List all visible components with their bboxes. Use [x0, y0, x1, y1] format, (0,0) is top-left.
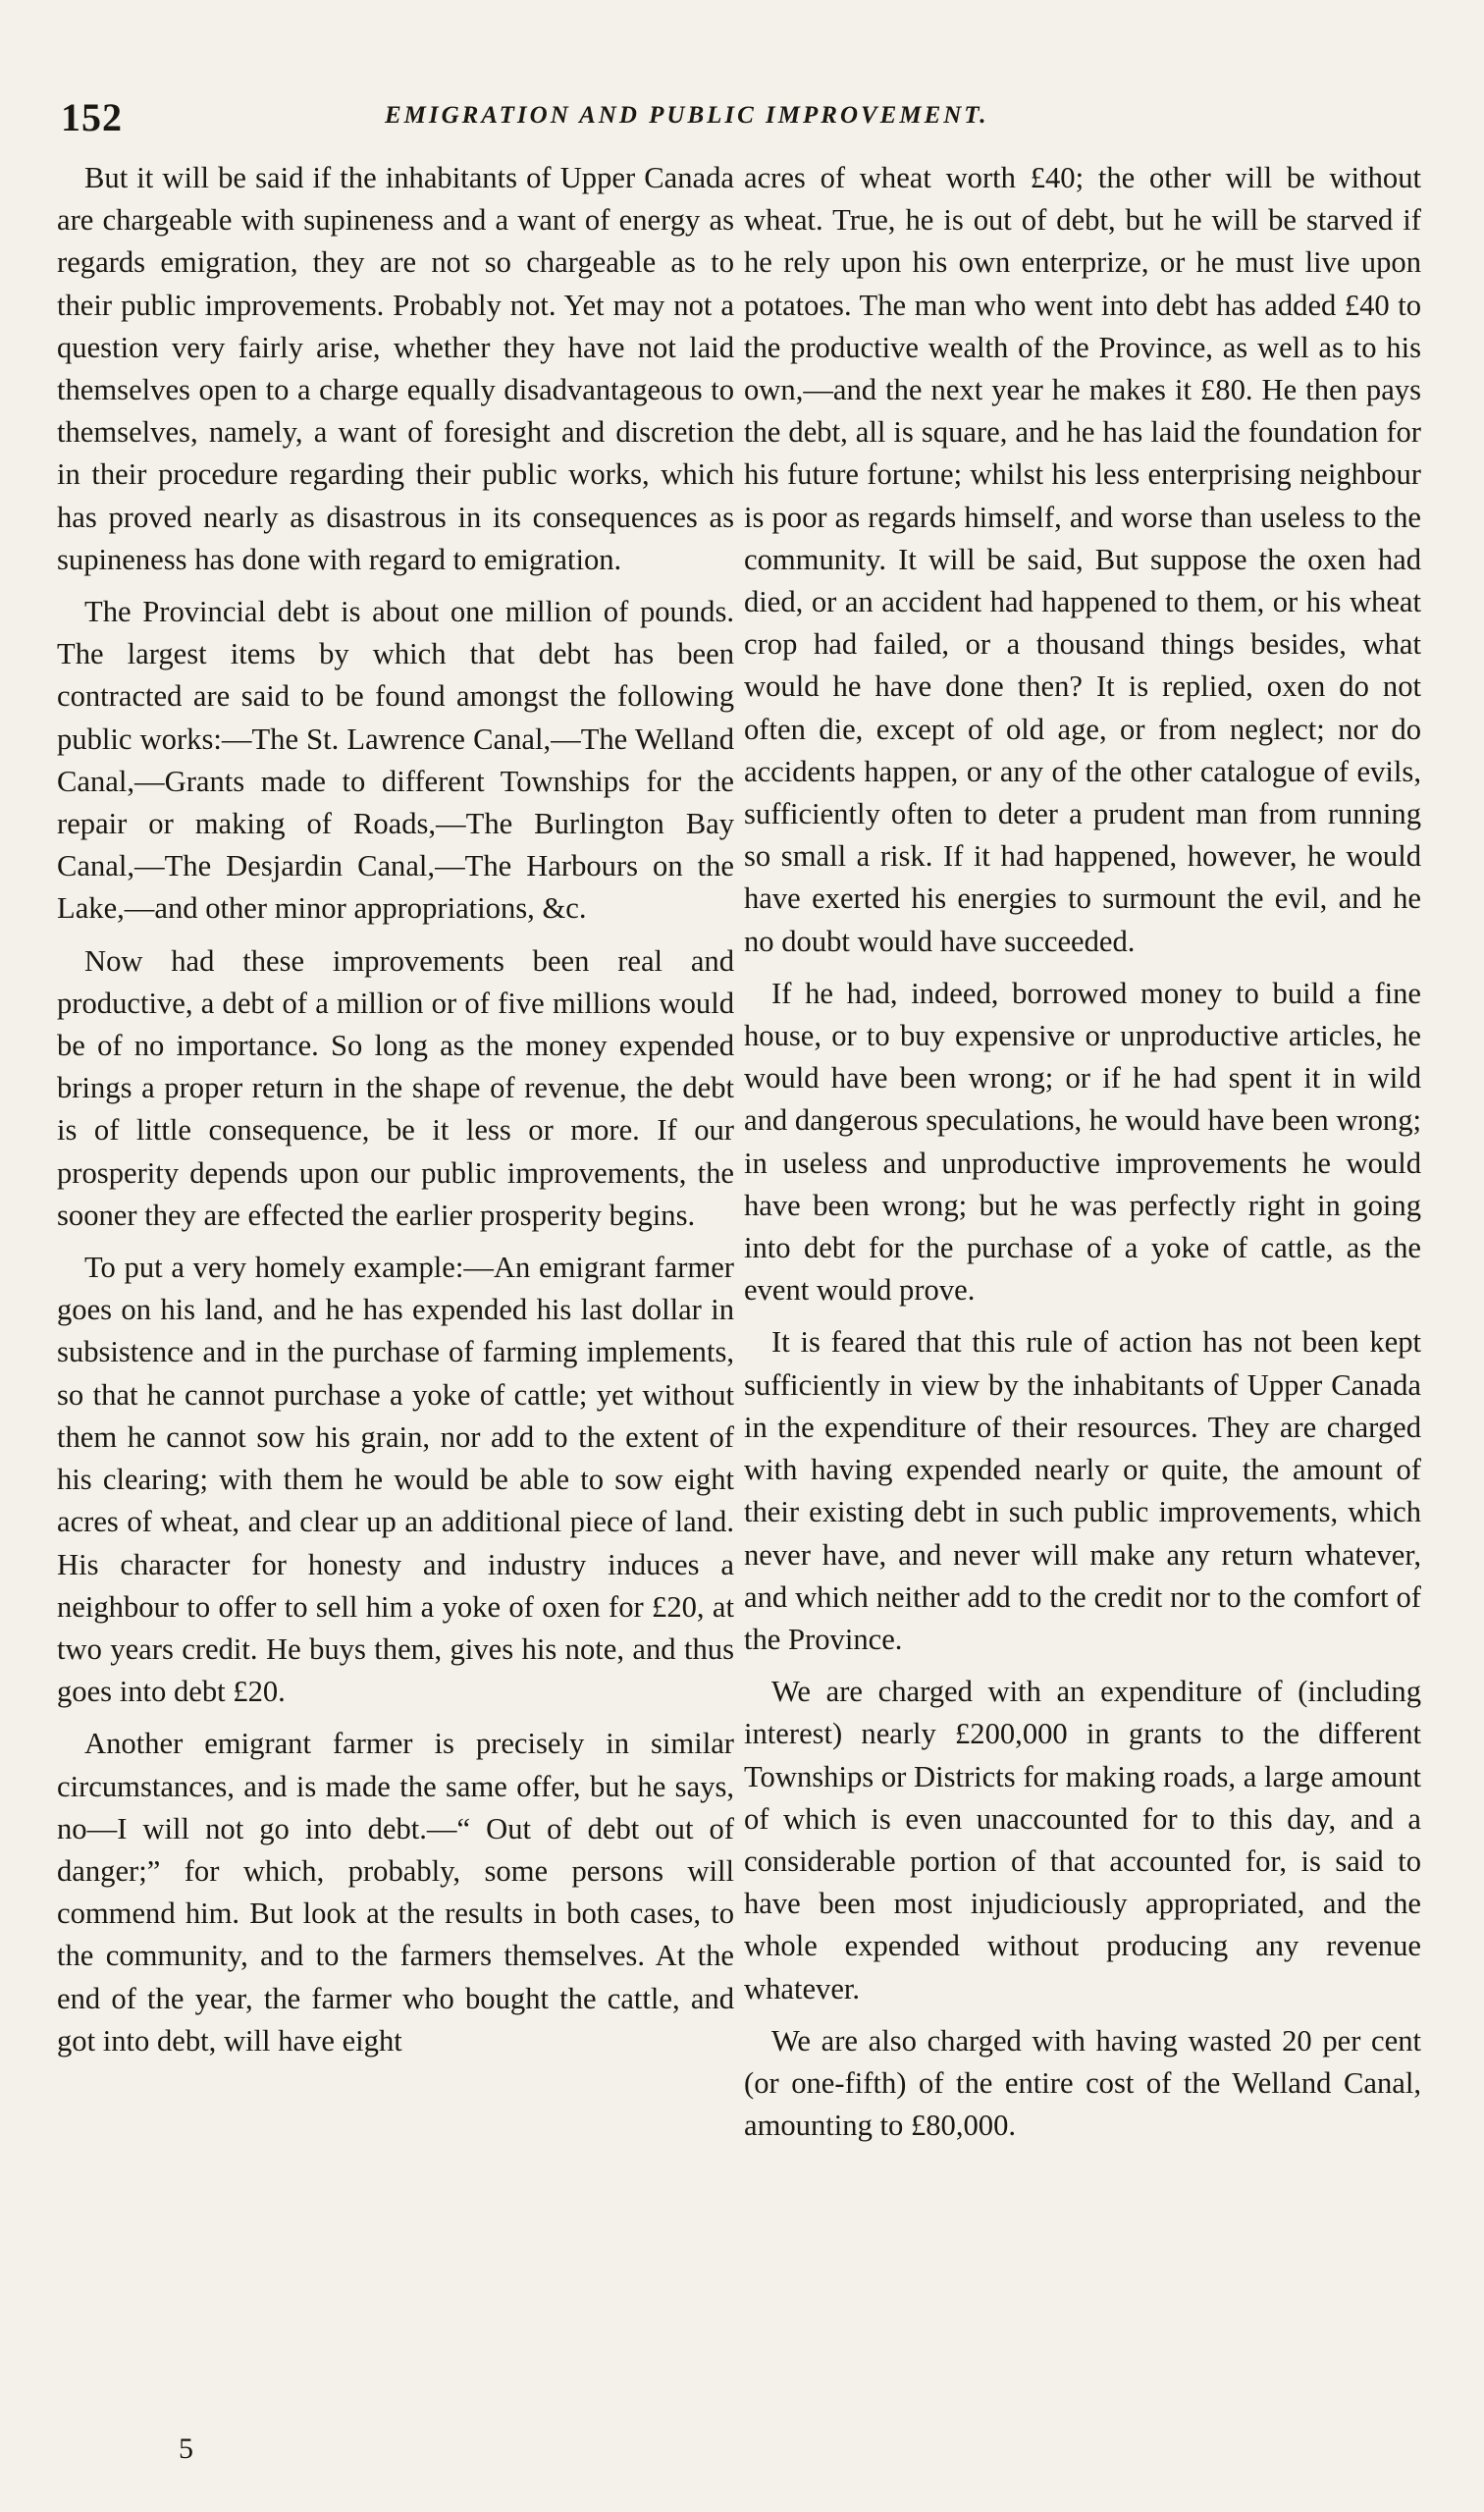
right-column: [744, 157, 1421, 2157]
paragraph: The Provincial debt is about one million of pounds. The largest items by which that debt has been contracted are said to be found amongst the following public works:—The St. Lawrence Canal,—The Welland Canal,—Grants made to different Townships for the repair or making of Roads,—The Burlington Bay Canal,—The Desjardin Canal,—The Harbours on the Lake,—and other minor appropriations, &c.: [57, 595, 734, 926]
paragraph: But it will be said if the inhabitants of Upper Canada are chargeable with supineness and a want of energy as regards emigration, they are not so chargeable as to their public improvements. Probably not. Yet may not a question very fairly arise, whether they have not laid themselves open to a charge equally disadvantageous to themselves, namely, a want of foresight and discretion in their procedure regarding their public works, which has proved nearly as disastrous in its consequences as supineness has done with regard to emigration.: [57, 161, 734, 576]
paragraph: It is feared that this rule of action has not been kept sufficiently in view by the inhabitants of Upper Canada in the expenditure of their resources. They are charged with having expended nearly or quite, the amount of their existing debt in such public improvements, which never have, and never will make any return whatever, and which neither add to the credit nor to the comfort of the Province.: [744, 1325, 1421, 1656]
paragraph: We are charged with an expenditure of (including interest) nearly £200,000 in grants to the different Townships or Districts for making roads, a large amount of which is even unaccounted for to this day, and a considerable portion of that accounted for, is said to have been most injudiciously appropriated, and the whole expended without producing any revenue whatever.: [744, 1675, 1421, 2005]
paragraph: If he had, indeed, borrowed money to build a fine house, or to buy expensive or unproductive articles, he would have been wrong; or if he had spent it in wild and dangerous speculations, he would have been wrong; in useless and unproductive improvements he would have been wrong; but he was perfectly right in going into debt for the purchase of a yoke of cattle, as the event would prove.: [744, 976, 1421, 1308]
left-column: [57, 157, 734, 2072]
paragraph: To put a very homely example:—An emigrant farmer goes on his land, and he has expended his last dollar in subsistence and in the purchase of farming implements, so that he cannot purchase a yoke of cattle; yet without them he cannot sow his grain, nor add to the extent of his clearing; with them he would be able to sow eight acres of wheat, and clear up an additional piece of land. His character for honesty and industry induces a neighbour to offer to sell him a yoke of oxen for £20, at two years credit. He buys them, gives his note, and thus goes into debt £20.: [57, 1251, 734, 1709]
paragraph: acres of wheat worth £40; the other will be without wheat. True, he is out of debt, but he will be starved if he rely upon his own enterprize, or he must live upon potatoes. The man who went into debt has added £40 to the productive wealth of the Province, as well as to his own,—and the next year he makes it £80. He then pays the debt, all is square, and he has laid the foundation for his future fortune; whilst his less enterprising neighbour is poor as regards himself, and worse than useless to the community. It will be said, But suppose the oxen had died, or an accident had happened to them, or his wheat crop had failed, or a thousand things besides, what would he have done then? It is replied, oxen do not often die, except of old age, or from neglect; nor do accidents happen, or any of the other catalogue of evils, sufficiently often to deter a prudent man from running so small a risk. If it had happened, however, he would have exerted his energies to surmount the evil, and he no doubt would have succeeded.: [744, 161, 1421, 958]
paragraph: Now had these improvements been real and productive, a debt of a million or of five millions would be of no importance. So long as the money expended brings a proper return in the shape of revenue, the debt is of little consequence, be it less or more. If our prosperity depends upon our public improvements, the sooner they are effected the earlier prosperity begins.: [57, 943, 734, 1232]
paragraph: Another emigrant farmer is precisely in similar circumstances, and is made the same offer, but he says, no—I will not go into debt.—“ Out of debt out of danger;” for which, probably, some persons will commend him. But look at the results in both cases, to the community, and to the farmers themselves. At the end of the year, the farmer who bought the cattle, and got into debt, will have eight: [57, 1727, 734, 2058]
paragraph: We are also charged with having wasted 20 per cent (or one-fifth) of the entire cost of the Welland Canal, amounting to £80,000.: [744, 2023, 1421, 2143]
page-header: [61, 94, 1425, 143]
page-number: 152: [61, 95, 123, 139]
running-head: EMIGRATION AND PUBLIC IMPROVEMENT.: [385, 102, 989, 129]
signature-mark: 5: [179, 2432, 193, 2465]
